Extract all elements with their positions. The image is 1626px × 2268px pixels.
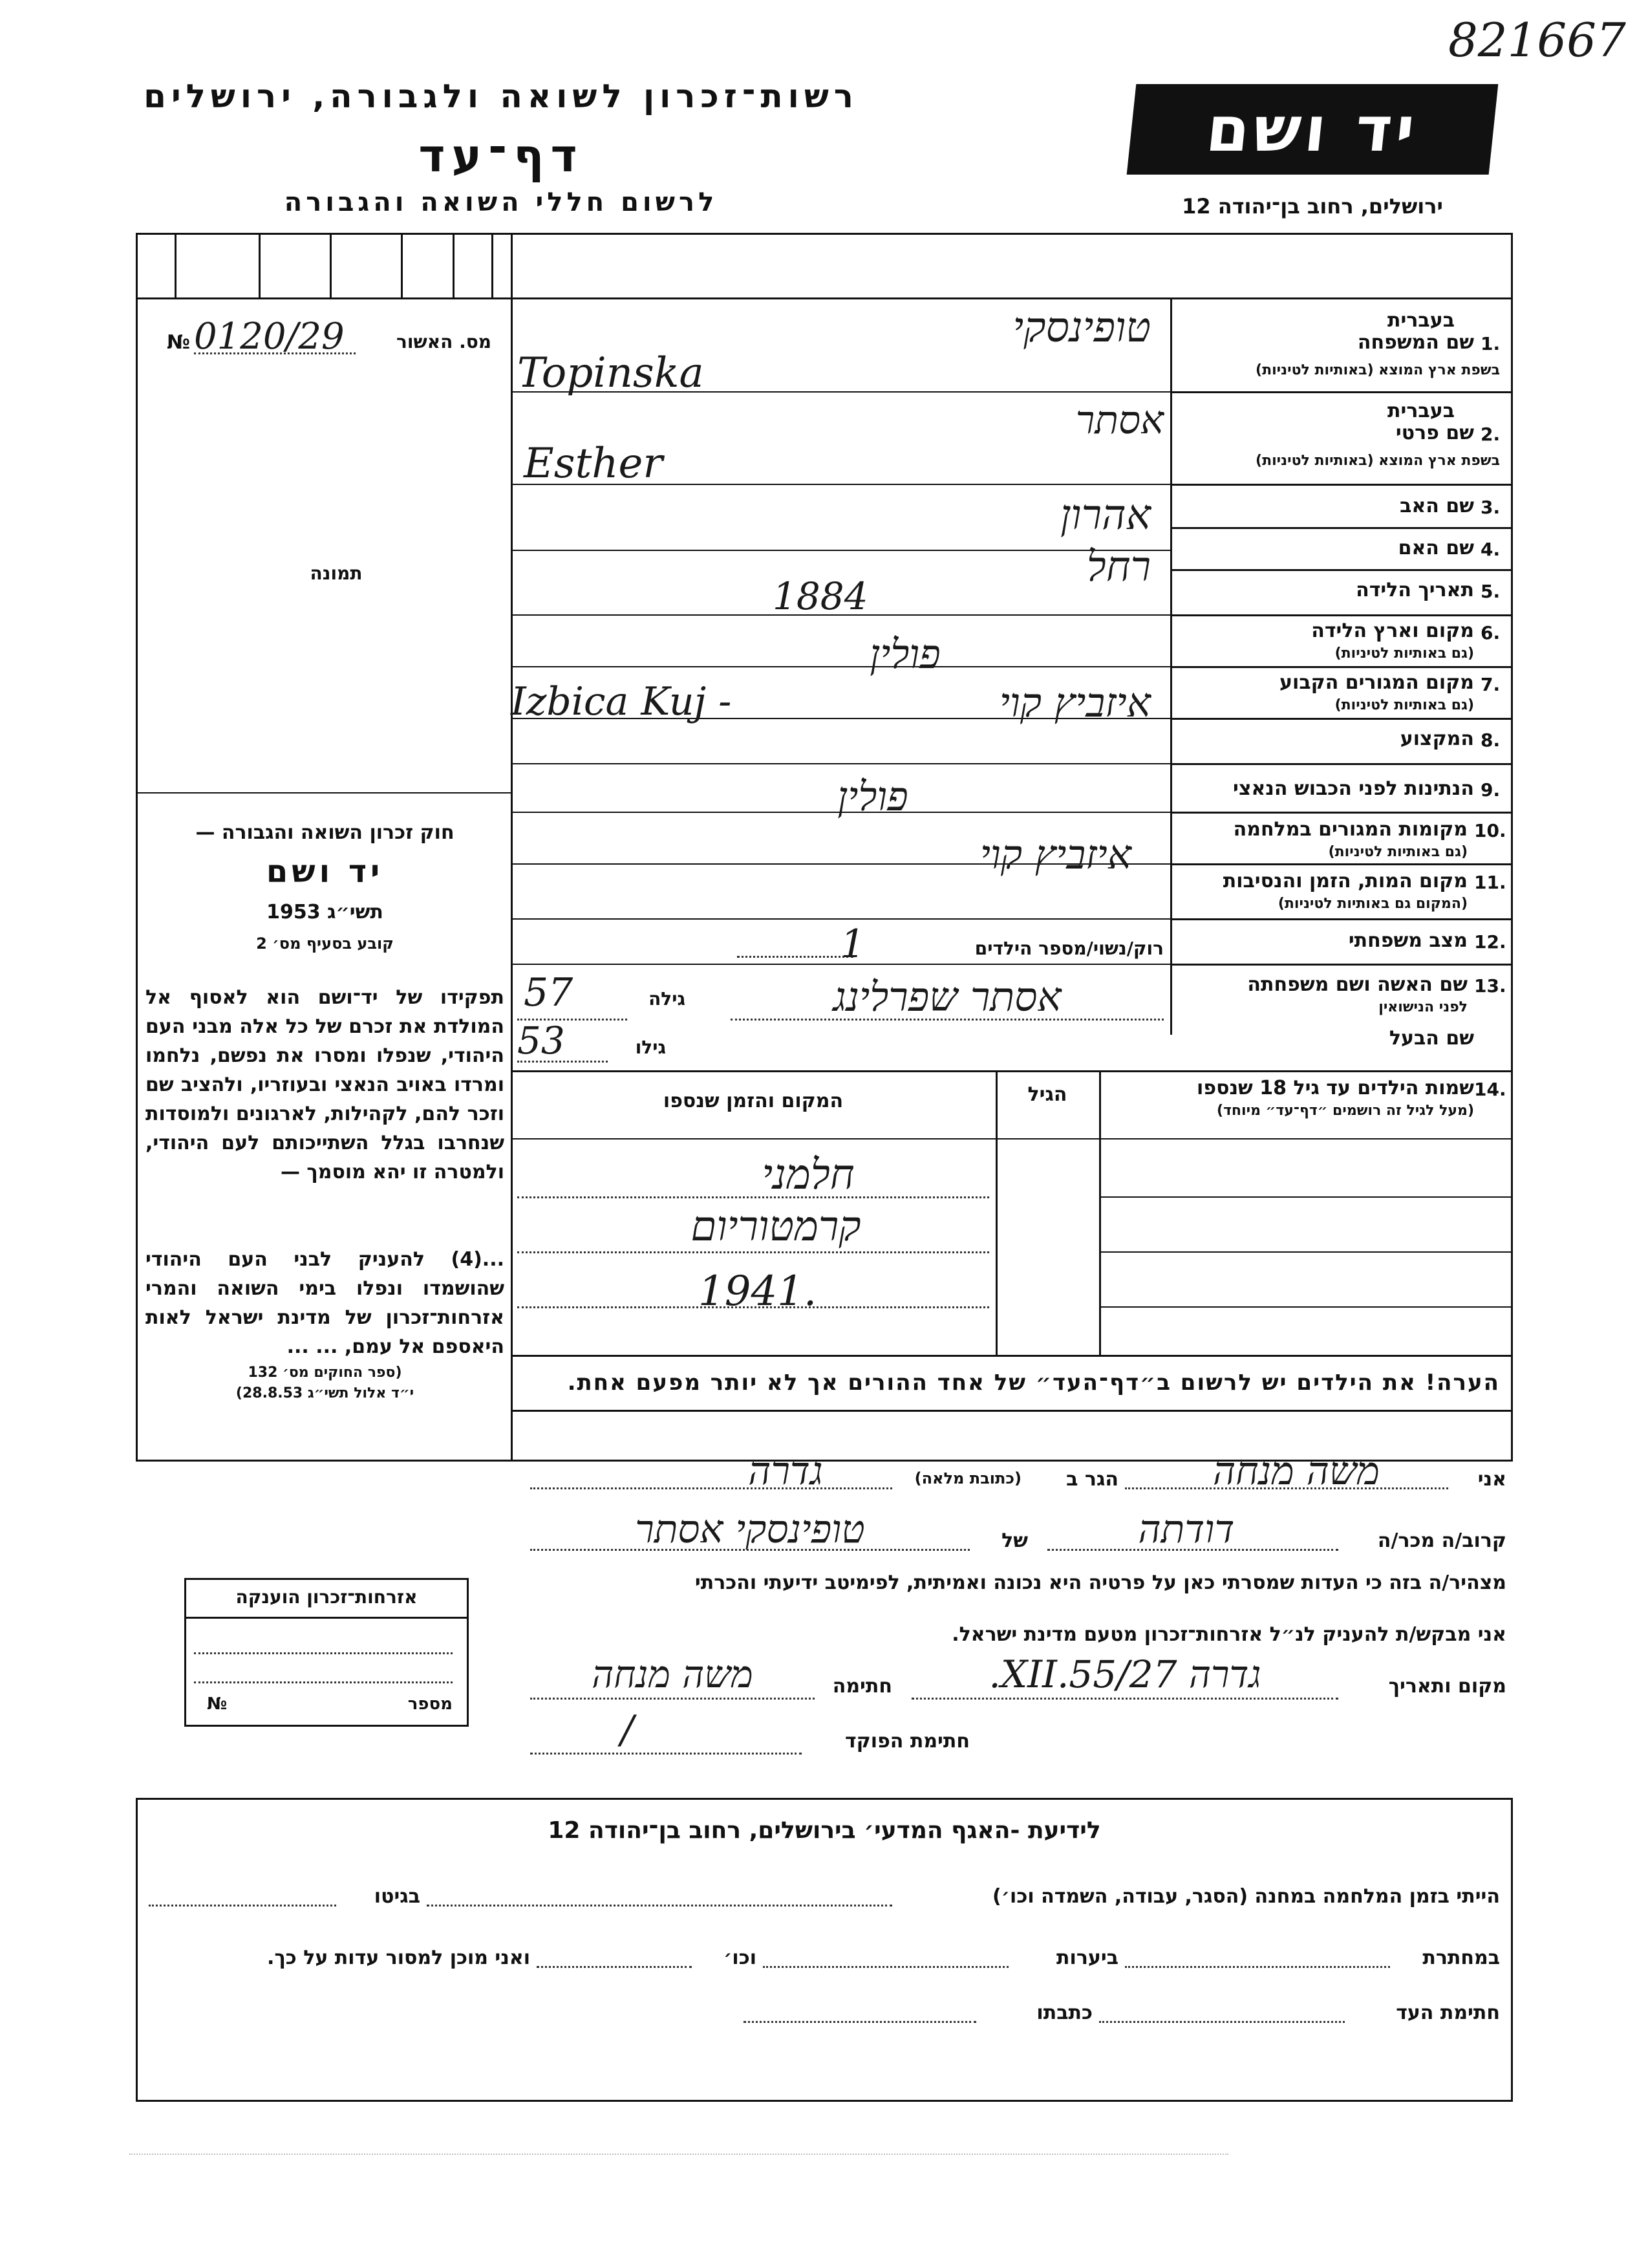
birth-place-value: פולין [870,631,941,678]
strip-tick [330,233,332,297]
row-line [1170,918,1513,920]
law-title: חוק זכרון השואה והגבורה — [195,821,455,844]
citizenship-dots [194,1652,453,1654]
field-13-num: 13. [1474,975,1506,997]
law-paragraph-2: ...(4) להעניק לבני העם היהודי שהושמדו ונפלו בימי השואה והמרי אזרחות־זכרון של מדינת ישראל לאות היאספם אל עמם, ... ... [145,1248,504,1358]
field-9-label: הנתינות לפני הכבוש הנאצי [1233,777,1474,800]
field-12-label: מצב משפחתי [1348,929,1468,952]
decl-of-label: של [1001,1529,1028,1552]
footer-willing-label: ואני מוכן למסור עדות על כך. [267,1947,530,1969]
row-line [1170,569,1513,571]
children-row-line [1099,1251,1513,1253]
citizenship-title-line [184,1617,469,1619]
footer-camp-label: הייתי בזמן המלחמה במחנה (הסגר, עבודה, השמדה וכו׳) [992,1885,1500,1908]
officer-signature-mark: / [621,1707,634,1753]
field-5-num: 5. [1481,581,1501,602]
field-5-label: תאריך הלידה [1356,579,1474,601]
law-reference-2: י״ד אלול תשי״ג 28.8.53) [235,1385,414,1401]
footer-dots [149,1905,336,1906]
field-10-sub: (גם באותיות לטיניות) [1328,844,1468,860]
field-2-label: שם פרטי [1395,422,1474,444]
children-top-line [513,1070,1513,1072]
decl-request: אני מבקש/ת להעניק לנ״ל אזרחות־זכרון מטעם מדינת ישראל. [952,1623,1506,1646]
field-6-label: מקום וארץ הלידה [1311,620,1474,642]
photo-area-bottom [136,792,511,794]
decl-signature-label: חתימה [832,1675,892,1698]
field-4-num: 4. [1481,539,1501,560]
decl-statement: מצהיר/ה בזה כי העדות שמסרתי כאן על פרטיה היא נכונה ואמיתית, לפימיטב ידיעתי והכרתי [694,1571,1506,1594]
death-place-line1: חלמני [762,1151,855,1199]
children-col-line [1099,1070,1101,1355]
birth-date-value: 1884 [773,574,868,618]
field-1-label: שם המשפחה [1357,331,1474,354]
row-line [1170,863,1513,865]
footer-witness-signature-label: חתימת העד [1396,2002,1500,2024]
value-line [513,763,1170,764]
decl-relative-label: קרוב/ה מכר/ה [1377,1529,1506,1552]
children-col-line [996,1070,998,1355]
field-2-num: 2. [1481,424,1501,445]
children-num: 14. [1474,1079,1506,1100]
footer-forests-label: ביערות [1056,1947,1118,1969]
footer-dots [1099,2021,1345,2023]
husband-age-dots [517,1061,608,1063]
wife-age-value: 57 [524,970,573,1015]
field-10-num: 10. [1474,820,1506,841]
decl-dots [1047,1549,1338,1551]
relation-value: דודתה [1138,1507,1235,1552]
declarant-address: גדרה [748,1449,823,1494]
row-line [1170,718,1513,720]
husband-age-label: גילו [635,1037,666,1058]
approval-number-value: 0120/29 [194,316,345,358]
yad-vashem-logo [1127,84,1499,175]
field-13-sub: לפני הנישואין [1378,999,1468,1015]
field-3-label: שם האב [1400,495,1474,517]
decl-dots [530,1698,815,1700]
footer-dots [427,1905,892,1906]
field-11-num: 11. [1474,872,1506,893]
footer-dots [537,1966,692,1968]
field-11-label: מקום המות, הזמן והנסיבות [1223,870,1468,892]
row-line [1170,763,1513,765]
children-count-value: 1 [840,922,866,967]
officer-signature-label: חתימת הפוקד [845,1730,970,1753]
nationality-value: פולין [837,773,908,820]
field-13-label: שם האשה ושם משפחתה [1247,973,1468,996]
row-line [1170,614,1513,616]
footer-etc-label: וכו׳ [723,1947,756,1969]
row-line [1170,391,1513,393]
strip-tick [401,233,403,297]
field-6-num: 6. [1481,622,1501,643]
law-reference-1: (ספר החוקים מס׳ 132 [248,1365,402,1381]
children-note: הערה! את הילדים יש לרשום ב״דף־העד״ של אחד ההורים אך לא יותר מפעם אחת. [567,1370,1500,1396]
form-title: דף־עד [418,129,584,182]
strip-tick [453,233,455,297]
footer-underground-label: במחתרת [1422,1947,1500,1969]
field-7-num: 7. [1481,674,1501,695]
wartime-residence-value: איזביץ קוי [979,831,1131,878]
field-8-num: 8. [1481,729,1501,751]
value-line [513,918,1170,920]
footer-dots [743,2021,976,2023]
hebrew-label-2: בעברית [1387,400,1455,422]
footer-title: לידיעת -האגף המדעי׳ בירושלים, רחוב בן־יהודה 12 [548,1817,1101,1844]
firstname-latin: Esther [524,440,663,488]
children-row-line [1099,1306,1513,1308]
law-name: יד ושם [266,854,384,890]
decl-dots [530,1549,970,1551]
residence-hebrew: איזביץ קוי [999,679,1151,726]
approval-no-sign: № [167,331,191,354]
husband-age-value: 53 [517,1019,565,1063]
children-dots [517,1251,989,1253]
decl-full-address: (כתובת מלאה) [914,1469,1022,1487]
row-line [1170,964,1513,966]
law-paragraph-1: תפקידו של יד־ושם הוא לאסוף אל המולדת את זכרם של כל אלה מבני העם היהודי, שנפלו ומסרו את נפשם, נלחמו ומרדו באויב הנאצי ובעוזריו, ולהציב שם וזכר להם, לקהילות, לארגונים ולמוסדות שנחרבו בגלל השתייכותם לעם היהודי, ולמטרה זו יהא מוסמך — [145,986,504,1183]
wife-name-value: אסתר שפרלינג [833,973,1062,1021]
death-year: 1941. [698,1268,817,1315]
field-4-label: שם האם [1398,537,1474,559]
marital-field-label: רוק/נשוי/מספר הילדים [974,938,1164,959]
place-date-value: גדרה 27/XII.55. [989,1652,1261,1696]
header-address: ירושלים, רחוב בן־יהודה 12 [1182,194,1443,219]
note-top-line [513,1355,1513,1357]
approval-dots [194,352,356,354]
decl-dots [530,1487,892,1489]
authority-title: רשות־זכרון לשואה ולגבורה, ירושלים [144,78,859,115]
strip-tick [175,233,177,297]
children-header-line [513,1138,1513,1139]
husband-label: שם הבעל [1389,1027,1474,1050]
residence-latin: Izbica Kuj - [511,679,732,724]
wife-dots [731,1019,1164,1021]
decl-i-label: אני [1477,1468,1506,1491]
approval-label: מס. האשור [396,331,491,352]
declarant-name: משה מנחה [1212,1449,1380,1494]
footer-address-label: כתבתו [1036,2002,1093,2024]
field-3-num: 3. [1481,497,1501,518]
row-line [1170,666,1513,668]
field-11-sub: (המקום גם באותיות לטיניות) [1278,896,1468,912]
field-7-sub: (גם באותיות לטיניות) [1334,697,1474,713]
children-row-line [1099,1196,1513,1198]
victim-name-ref: טופינסקי אסתר [635,1507,865,1552]
decl-dots [912,1698,1338,1700]
top-strip-line [136,297,1513,299]
row-line [1170,527,1513,529]
row-line [1170,812,1513,814]
strip-tick [491,233,493,297]
strip-tick [259,233,261,297]
field-9-num: 9. [1481,779,1501,801]
mother-name-value: רחל [1086,543,1151,591]
children-label: שמות הילדים עד גיל 18 שנספו [1197,1077,1474,1099]
surname-latin: Topinska [517,349,704,397]
decl-dots [1125,1487,1448,1489]
field-1-num: 1. [1481,333,1501,354]
form-subtitle: לרשום חללי השואה והגבורה [284,188,718,217]
footer-ghetto-label: בגיטו [374,1885,420,1908]
law-clause: קובע בסעיף מס׳ 2 [256,934,394,953]
archive-stamp-number: 821667 [1448,13,1626,67]
field-7-label: מקום המגורים הקבוע [1279,671,1474,694]
decl-dots [530,1753,802,1755]
scan-edge-noise [129,2154,1228,2155]
row-line [1170,484,1513,486]
hebrew-label-1: בעברית [1387,309,1455,332]
field-10-label: מקומות המגורים במלחמה [1233,818,1468,841]
decl-place-date-label: מקום ותאריך [1388,1675,1506,1698]
children-sub: (מעל לגיל זה רושמים ״דף־עד״ מיוחד) [1216,1103,1474,1119]
logo-text: יד ושם [1203,93,1422,166]
death-place-line2: קרמטוריום [690,1203,861,1251]
decl-resides-label: הגר ב [1066,1468,1118,1491]
field-8-label: המקצוע [1400,728,1474,750]
field-12-num: 12. [1474,931,1506,953]
field-2-sub: בשפת ארץ המוצא (באותיות לטיניות) [1256,453,1500,469]
note-bottom-line [513,1410,1513,1412]
photo-label: תמונה [310,563,363,584]
citizenship-title: אזרחות־זכרון הוענקה [235,1586,418,1608]
footer-dots [763,1966,1009,1968]
citizenship-dots [194,1681,453,1683]
citizenship-number-label: מספר [407,1694,453,1714]
citizenship-no-sign: № [207,1694,228,1714]
declarant-signature: משה מנחה [592,1652,753,1696]
left-column-divider [511,233,513,1462]
footer-dots [1125,1966,1390,1968]
surname-hebrew: טופינסקי [1012,304,1151,352]
children-place-header: המקום והזמן שנספו [663,1090,844,1112]
field-1-sub: בשפת ארץ המוצא (באותיות לטיניות) [1256,362,1500,378]
father-name-value: אהרון [1060,491,1151,539]
firstname-hebrew: אסתר [1075,398,1164,443]
law-year: תשי״ג 1953 [266,901,383,923]
field-6-sub: (גם באותיות לטיניות) [1334,645,1474,662]
marital-dots [737,956,853,958]
children-age-header: הגיל [1027,1083,1067,1106]
wife-age-label: גילה [648,988,685,1010]
